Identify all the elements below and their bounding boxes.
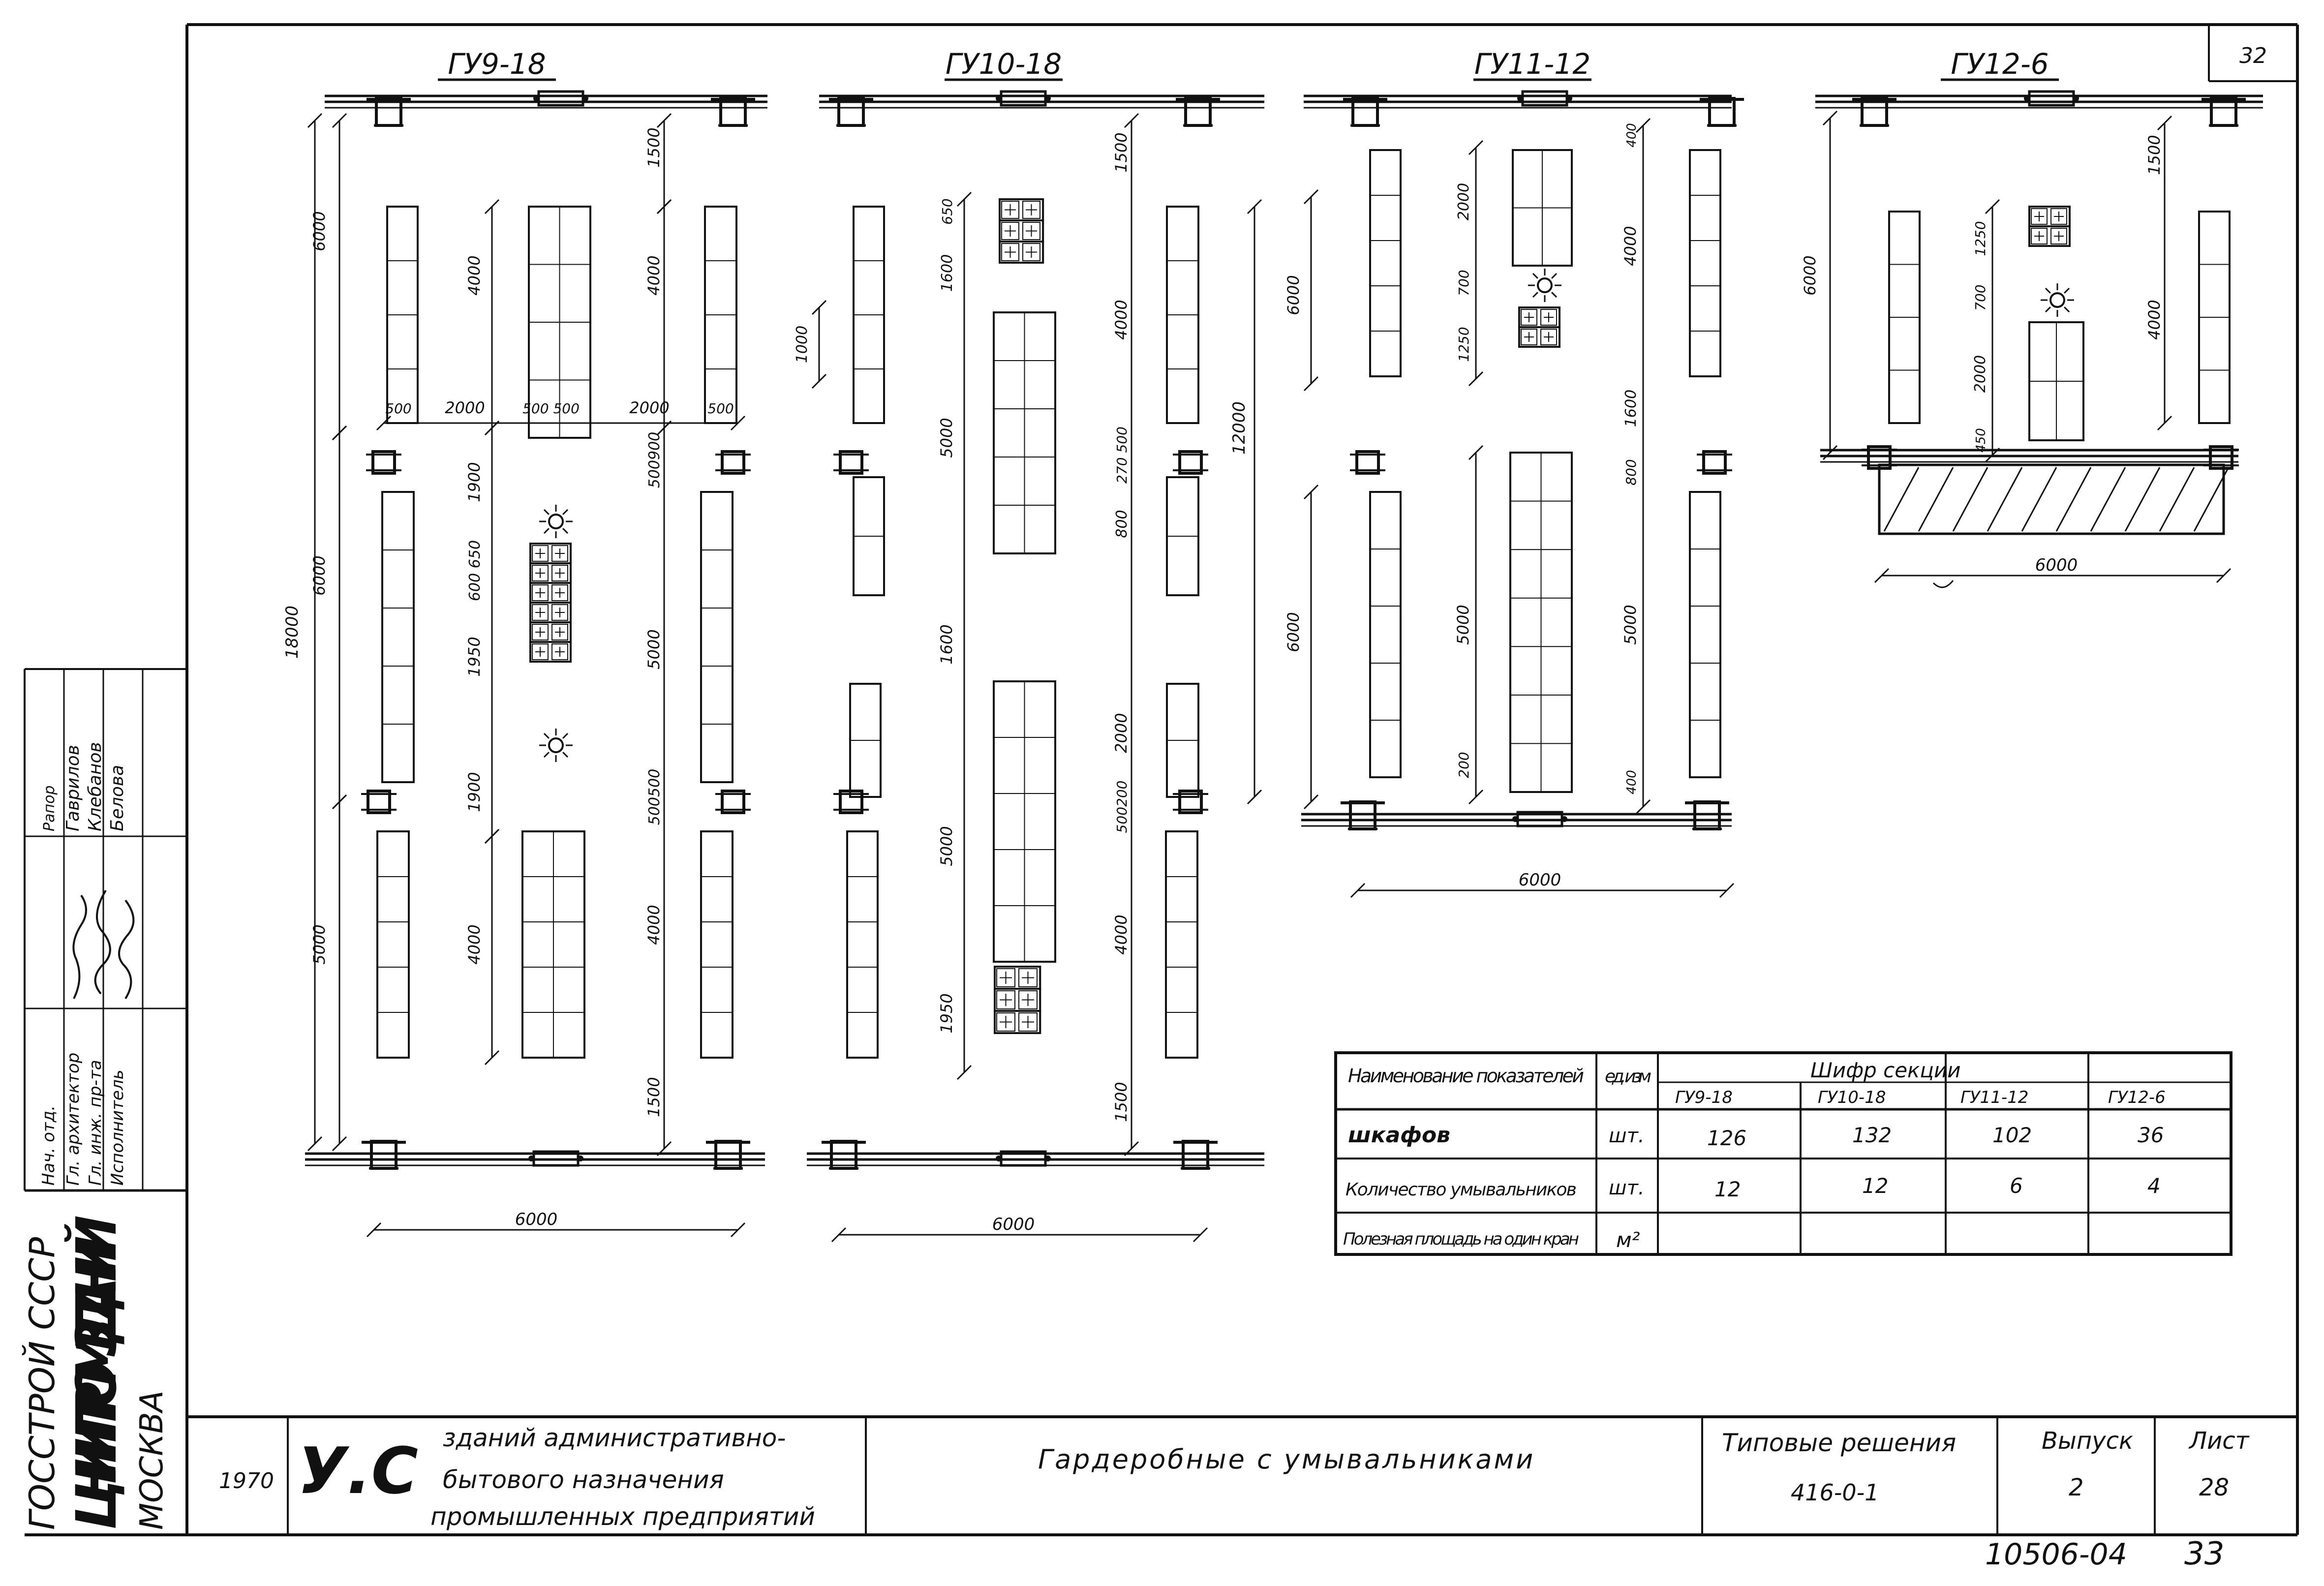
dimension-label: 2000 [629, 398, 670, 417]
tb-issue-value: 2 [2069, 1474, 2084, 1501]
dimension-label: 500900 [646, 431, 663, 488]
hatch [2125, 467, 2160, 531]
sig-role-0: Нач. отд. [39, 1105, 59, 1186]
light-ray [1533, 292, 1538, 297]
tb-desc-1: зданий административно- [443, 1424, 786, 1452]
tb-logo: У.С [298, 1434, 419, 1508]
tb-desc-3: промышленных предприятий [430, 1502, 815, 1531]
window-pin [1045, 1156, 1051, 1161]
table-row-0-v2: 102 [1992, 1123, 2032, 1147]
dimension-label: 500 [385, 400, 412, 417]
tb-issue-label: Выпуск [2042, 1427, 2133, 1455]
light-ray [544, 528, 549, 533]
signature-block [39, 742, 133, 1186]
light-ray [563, 733, 568, 738]
dimension-label: 4000 [465, 255, 484, 296]
dimension-label: 6000 [1284, 275, 1303, 315]
locker-block [847, 831, 878, 1058]
dimension-label: 18000 [282, 605, 302, 659]
tb-desc-2: бытового назначения [443, 1465, 724, 1494]
dimension-label: 700 [1456, 270, 1472, 296]
table-row-0-v0: 126 [1707, 1126, 1747, 1150]
sheet-frame [25, 25, 2297, 1535]
table-row-0-v3: 36 [2138, 1123, 2164, 1147]
hatch [1953, 467, 1988, 531]
dimension-label: 6000 [2035, 555, 2078, 575]
tb-series-value: 416-0-1 [1791, 1479, 1879, 1506]
dimension-label: 1600 [1622, 389, 1640, 427]
table-row-2-unit: м² [1616, 1228, 1640, 1252]
light-fixture-icon [1538, 278, 1552, 292]
dimension-label: 2000 [1112, 713, 1131, 753]
dimension-label: 2000 [445, 398, 485, 417]
dimension-label: 1500 [2145, 135, 2164, 175]
hatch [1884, 467, 1919, 531]
section-title: ГУ12-6 [1951, 47, 2049, 81]
sig-role-3: Исполнитель [108, 1069, 127, 1186]
corner-sheet-number: 32 [2239, 43, 2267, 68]
dimension-label: 450 [1974, 428, 1988, 453]
table-row-1-v3: 4 [2147, 1174, 2161, 1198]
window-unit [2029, 92, 2074, 105]
dimension-label: 1500 [644, 1077, 663, 1117]
dimension-label: 5000 [644, 629, 663, 670]
table-row-1-v0: 12 [1714, 1177, 1741, 1201]
org-line-3: МОСКВА [134, 1390, 170, 1530]
locker-block [1370, 150, 1401, 376]
window-pin [2073, 95, 2079, 101]
dimension-label: 4000 [465, 924, 484, 965]
table-row-0-v1: 132 [1852, 1123, 1892, 1147]
dimension-label: 1900 [465, 462, 484, 502]
dimension-label: 1900 [465, 772, 484, 812]
window-pin [528, 1156, 534, 1161]
org-line-2: ЦНИИПРОМЗДАНИЙ [65, 1215, 129, 1530]
light-ray [1552, 274, 1557, 278]
tb-title: Гардеробные с умывальниками [1038, 1444, 1535, 1475]
bottom-page: 33 [2184, 1536, 2225, 1572]
hatch [2160, 467, 2194, 531]
dimension-label: 800 [1113, 510, 1131, 538]
dimension-label: 800 [1623, 459, 1639, 486]
dimension-label: 5000 [937, 826, 956, 866]
dimension-label: 1600 [939, 254, 956, 292]
light-ray [544, 752, 549, 757]
sig-name-2: Клебанов [85, 742, 105, 831]
light-ray [563, 510, 568, 515]
window-pin [996, 1156, 1002, 1161]
dimension-label: 4000 [1112, 300, 1131, 340]
sig-name-3: Белова [107, 764, 127, 831]
dimension-label: 4000 [644, 905, 663, 945]
pencil-mark [1933, 580, 1953, 587]
dimension-label: 12000 [1229, 401, 1249, 455]
locker-block [701, 492, 733, 782]
dimension-label: 1500 [644, 127, 663, 168]
sig-name-1: Гаврилов [63, 745, 83, 831]
plan-drawings [282, 47, 2263, 1242]
hatch [2022, 467, 2056, 531]
locker-block [1690, 492, 1720, 777]
dimension-label: 1950 [937, 993, 956, 1034]
bottom-number: 10506-04 [1985, 1537, 2127, 1572]
dimension-label: 200 [1456, 752, 1472, 778]
table-col-0: ГУ9-18 [1675, 1088, 1733, 1107]
table-col-1: ГУ10-18 [1818, 1088, 1886, 1107]
locker-block [701, 831, 733, 1058]
window-pin [1566, 95, 1572, 101]
tb-year: 1970 [219, 1468, 274, 1494]
dimension-label: 700 [1972, 284, 1988, 311]
table-col-3: ГУ12-6 [2108, 1088, 2166, 1107]
dimension-label: 500200 [1114, 780, 1130, 833]
table-col-2: ГУ11-12 [1960, 1088, 2029, 1107]
org-line-1: ГОССТРОЙ СССР [22, 1237, 62, 1530]
signature-scribble [119, 900, 133, 999]
dimension-label: 270 500 [1114, 427, 1130, 484]
sig-role-1: Гл. архитектор [63, 1052, 83, 1186]
light-ray [563, 528, 568, 533]
dimension-label: 5000 [310, 924, 329, 965]
dimension-label: 400 [1624, 770, 1639, 794]
window-pin [533, 95, 539, 101]
window-pin [2024, 95, 2030, 101]
window-pin [1512, 816, 1518, 822]
hatch [1988, 467, 2022, 531]
window-pin [1517, 95, 1523, 101]
light-ray [2064, 307, 2069, 312]
window-pin [1561, 816, 1567, 822]
locker-block [1370, 492, 1401, 777]
light-ray [2064, 288, 2069, 293]
table-row-0-unit: шт. [1609, 1125, 1645, 1147]
locker-block [1166, 831, 1197, 1058]
table-row-1-v1: 12 [1862, 1174, 1889, 1198]
dimension-label: 1000 [794, 325, 811, 364]
table-header-group: Шифр секции [1810, 1058, 1961, 1082]
dimension-label: 4000 [1112, 915, 1131, 955]
window-pin [578, 1156, 583, 1161]
light-fixture-icon [549, 515, 563, 528]
dimension-label: 500 [707, 400, 734, 417]
table-row-0-name: шкафов [1348, 1123, 1451, 1148]
locker-block [1690, 150, 1720, 376]
dimension-label: 2000 [1972, 355, 1989, 393]
dimension-label: 6000 [1801, 255, 1819, 296]
table-row-2-name: Полезная площадь на один кран [1343, 1229, 1579, 1249]
dimension-label: 6000 [515, 1210, 558, 1229]
dimension-label: 6000 [1284, 612, 1303, 652]
window-pin [582, 95, 588, 101]
dimension-label: 650 [939, 198, 955, 225]
light-ray [1533, 274, 1538, 278]
dimension-label: 2000 [1455, 183, 1472, 221]
dimension-label: 4000 [644, 255, 663, 296]
dimension-label: 600 650 [466, 540, 484, 602]
dimension-label: 1250 [1456, 327, 1472, 362]
dimension-label: 6000 [310, 211, 329, 251]
signature-scribble [73, 895, 86, 999]
sig-role-2: Гл. инж. пр-та [86, 1060, 105, 1186]
light-ray [1552, 292, 1557, 297]
table-row-1-name: Количество умывальников [1345, 1180, 1577, 1200]
window-pin [996, 95, 1002, 101]
dimension-label: 4000 [1621, 226, 1640, 266]
dimension-label: 1500 [1112, 132, 1131, 173]
light-ray [563, 752, 568, 757]
light-ray [544, 733, 549, 738]
dimension-label: 6000 [310, 555, 329, 596]
section-title: ГУ9-18 [448, 47, 546, 81]
dimension-label: 6000 [992, 1215, 1035, 1234]
hatch [2056, 467, 2091, 531]
dimension-label: 6000 [1518, 870, 1561, 890]
dimension-label: 1950 [465, 637, 484, 677]
dimension-label: 400 [1624, 123, 1639, 148]
dimension-label: 500500 [646, 768, 663, 825]
tb-series-label: Типовые решения [1722, 1429, 1957, 1457]
dimension-label: 1500 [1112, 1082, 1131, 1122]
window-unit [1523, 92, 1567, 105]
table-row-1-unit: шт. [1609, 1177, 1645, 1199]
light-ray [2046, 307, 2050, 312]
tb-sheet-value: 28 [2199, 1474, 2230, 1501]
window-unit [1001, 92, 1045, 105]
locker-block [377, 831, 409, 1058]
dimension-label: 5000 [937, 418, 956, 458]
dimension-label: 500 500 [522, 400, 580, 417]
dimension-label: 4000 [2145, 300, 2164, 340]
table-header-name: Наименование показателей [1348, 1065, 1584, 1087]
section-title: ГУ11-12 [1474, 47, 1591, 81]
dimension-label: 5000 [1621, 605, 1640, 645]
table-header-unit: ед. изм [1605, 1067, 1651, 1087]
hatch [2091, 467, 2125, 531]
dimension-label: 1600 [937, 624, 956, 665]
light-ray [544, 510, 549, 515]
window-unit [539, 92, 583, 105]
light-fixture-icon [2050, 293, 2064, 307]
hatch [1919, 467, 1953, 531]
dimension-label: 5000 [1454, 605, 1472, 645]
light-fixture-icon [549, 738, 563, 752]
tb-sheet-label: Лист [2189, 1427, 2249, 1455]
dimension-label: 1250 [1972, 221, 1988, 256]
organization-stamp [22, 1215, 170, 1530]
window-pin [1045, 95, 1051, 101]
table-row-1-v2: 6 [2010, 1174, 2023, 1198]
sig-col-header: Рапор [41, 785, 58, 831]
light-ray [2046, 288, 2050, 293]
locker-block [382, 492, 414, 782]
section-title: ГУ10-18 [945, 47, 1062, 81]
